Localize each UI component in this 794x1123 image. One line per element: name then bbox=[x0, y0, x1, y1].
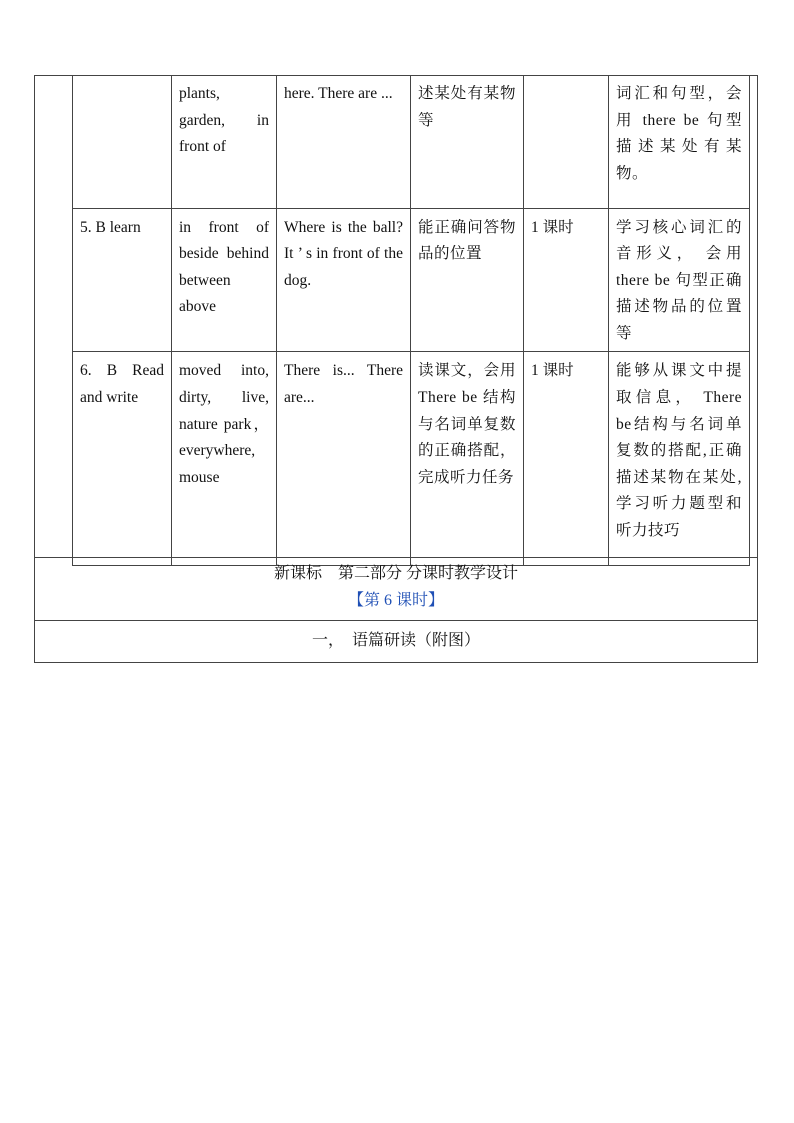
words-cell: moved into, dirty, live, nature park， everywhere, mouse bbox=[172, 352, 277, 566]
lesson-label: 【第 6 课时】 bbox=[347, 592, 444, 609]
lesson-cell: 6. B Read and write bbox=[73, 352, 172, 566]
objective-cell: 能够从课文中提取信息， There be结构与名词单复数的搭配,正确描述某物在某处,学习听力题型和听力技巧 bbox=[609, 352, 750, 566]
goal-cell: 述某处有某物等 bbox=[411, 75, 524, 208]
objective-cell: 学习核心词汇的音形义， 会用 there be 句型正确描述物品的位置等 bbox=[609, 208, 750, 352]
section-header bbox=[34, 557, 758, 620]
goal-cell: 能正确问答物品的位置 bbox=[411, 208, 524, 352]
lesson-plan-table bbox=[72, 75, 750, 566]
words-cell: in front of beside behind between above bbox=[172, 208, 277, 352]
time-cell: 1 课时 bbox=[524, 352, 609, 566]
time-cell: 1 课时 bbox=[524, 208, 609, 352]
lesson-cell bbox=[73, 75, 172, 208]
lesson-cell: 5. B learn bbox=[73, 208, 172, 352]
table-row bbox=[73, 352, 750, 566]
goal-cell: 读课文，会用 There be 结构与名词单复数的正确搭配，完成听力任务 bbox=[411, 352, 524, 566]
table-row bbox=[73, 208, 750, 352]
subsection-heading: 一， 语篇研读（附图） bbox=[311, 632, 480, 649]
sentences-cell: There is... There are... bbox=[277, 352, 411, 566]
sentences-cell: Where is the ball? It ’ s in front of the dog. bbox=[277, 208, 411, 352]
table-row bbox=[73, 75, 750, 208]
words-cell: plants, garden, in front of bbox=[172, 75, 277, 208]
time-cell bbox=[524, 75, 609, 208]
sentences-cell: here. There are ... bbox=[277, 75, 411, 208]
section-heading: 新课标 第二部分 分课时教学设计 bbox=[273, 565, 518, 582]
objective-cell: 词汇和句型，会用 there be 句型描述某处有某物。 bbox=[609, 75, 750, 208]
